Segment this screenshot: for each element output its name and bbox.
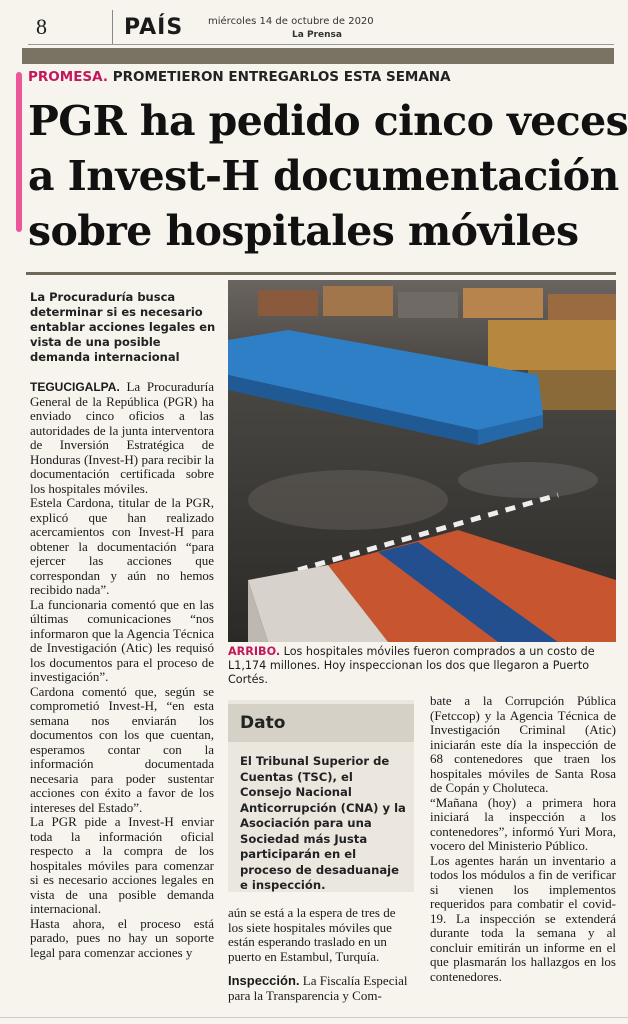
page-number: 8 [36,14,47,39]
issue-date: miércoles 14 de octubre de 2020 [208,16,374,27]
paragraph-text: La Procuraduría General de la República (PGR) ha enviado cinco oficios a las autoridades de la junta interventora de Inversión Estratégica de Honduras (Invest-H) para recibir la documentación certificada sobre los hospitales móviles. [30,379,214,496]
headline-line-3: sobre hospitales móviles [28,207,579,255]
highlighter-mark [16,72,22,232]
news-photo [228,280,616,642]
paragraph [30,380,214,496]
dato-text: El Tribunal Superior de Cuentas (TSC), el Consejo Nacional Anticorrupción (CNA) y la Asociación para una Sociedad más Justa participarán en el proceso de desaduanaje e inspección. [240,754,406,892]
paragraph: Hasta ahora, el proceso está parado, pues no hay un soporte legal para comenzar acciones y [30,915,214,960]
headline-line-1: PGR ha pedido cinco veces [28,97,628,145]
paragraph [228,974,412,1003]
body-column-3 [430,694,616,984]
body-column-2 [228,906,412,1003]
headline-line-2: a Invest-H documentación [28,152,619,200]
paragraph: La funcionaria comentó que en las últimas comunicaciones “nos informaron que la Agencia Técnica de Investigación (Atic) les requisó los documentos para el proceso de investigación”. [30,596,214,684]
kicker-tag: PROMESA. [28,69,108,85]
paragraph: aún se está a la espera de tres de los siete hospitales móviles que están esperando traslado en un puerto en Estambul, Turquía. [228,905,396,964]
subhead: Inspección. [228,973,300,988]
photo-caption [228,645,614,687]
body-column-1 [30,380,214,960]
newspaper-name: La Prensa [292,30,342,40]
kicker [28,69,451,85]
dateline: TEGUCIGALPA. [30,380,120,394]
paragraph: “Mañana (hoy) a primera hora iniciará la inspección a los contenedores”, informó Yuri Mora, vocero del Ministerio Público. [430,794,616,853]
header-rule [28,44,614,45]
header-divider [112,10,113,44]
kicker-text: PROMETIERON ENTREGARLOS ESTA SEMANA [112,69,451,85]
paragraph: Cardona comentó que, según se comprometió Invest-H, “en esta semana nos enviarán los documentos con los que cuentan, esperamos contar con la información documentada necesaria para poder sustentar acciones con éxito a favor de los intereses del Estado”. [30,683,214,815]
summary: La Procuraduría busca determinar si es necesario entablar acciones legales en vista de una posible demanda internacional [30,290,216,364]
paragraph-text: La Fiscalía Especial para la Transparencia y Com- [228,973,408,1003]
headline [28,94,628,259]
paragraph: La PGR pide a Invest-H enviar toda la información oficial respecto a la compra de los hospitales móviles para comenzar si es necesario acciones legales en vista de una posible demanda internacional. [30,814,214,916]
paragraph: Estela Cardona, titular de la PGR, explicó que han realizado acercamientos con Invest-H para obtener la documentación “para ejercer las acciones que correspondan y aún no hemos recibido nada”. [30,495,214,597]
paragraph: bate a la Corrupción Pública (Fetccop) y la Agencia Técnica de Investigación Criminal (Atic) iniciarán este día la inspección de 68 contenedores que traen los hospitales móviles de Santa Rosa de Copán y Choluteca. [430,693,616,795]
top-band [22,48,614,64]
paragraph: Los agentes harán un inventario a todos los módulos a fin de verificar si vienen los implementos requeridos para combatir el covid-19. La inspección se extenderá durante toda la semana y al concluir emitirán un informe en el que plasmarán los hallazgos en los contenedores. [430,852,616,984]
page-bottom-rule [0,1017,628,1018]
dato-title: Dato [228,704,414,742]
caption-lead: ARRIBO. [228,645,281,658]
section-name: PAÍS [124,15,184,40]
container-yard-image [228,280,616,642]
headline-rule [26,272,616,275]
caption-text: Los hospitales móviles fueron comprados a un costo de L1,174 millones. Hoy inspeccionan los dos que llegaron a Puerto Cortés. [228,645,595,686]
